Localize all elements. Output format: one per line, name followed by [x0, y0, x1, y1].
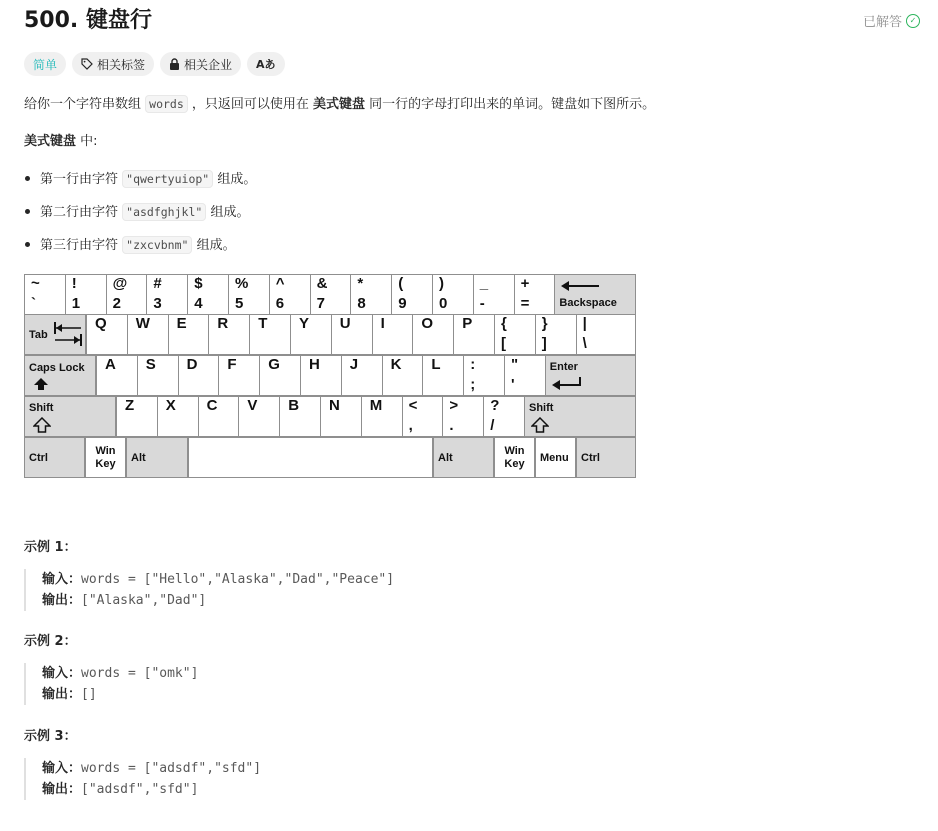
key-char: N [329, 397, 340, 414]
solved-status-label: 已解答 [862, 15, 902, 30]
example-2-block [24, 663, 198, 705]
list-text: 组成。 [206, 205, 250, 220]
key-win-left [85, 437, 126, 478]
input-value: words = ["Hello","Alaska","Dad","Peace"] [81, 572, 395, 587]
example-1-block [24, 569, 394, 611]
inline-code: words [145, 95, 188, 113]
key-char: L [431, 356, 441, 373]
key-char: - [479, 295, 485, 312]
key-ctrl-left [24, 437, 85, 478]
key-char: Y [299, 315, 310, 332]
problem-title: 500. 键盘行 [24, 8, 152, 33]
key-char: Q [95, 315, 107, 332]
related-companies-label: 相关企业 [184, 57, 233, 72]
key-A [96, 355, 138, 396]
key-shift-char: ^ [275, 275, 285, 292]
solved-status [863, 11, 920, 30]
key-sym [463, 355, 505, 396]
input-label: 输入： [42, 761, 82, 776]
key-sym [402, 396, 444, 437]
key-win-right [494, 437, 535, 478]
list-text: 组成。 [213, 172, 257, 187]
key-7 [310, 274, 352, 315]
output-label: 输出： [42, 687, 82, 702]
key-char: X [165, 397, 176, 414]
key-P [453, 314, 495, 355]
tag-icon [81, 58, 93, 70]
key-E [168, 314, 210, 355]
key-char: / [490, 417, 495, 434]
enter-arrow-icon [552, 377, 584, 391]
key-char: 4 [194, 295, 203, 312]
key-L [422, 355, 464, 396]
key-Z [116, 396, 158, 437]
key-char: = [520, 295, 530, 312]
key-ctrl-right [576, 437, 636, 478]
example-2-heading: 示例 2： [24, 634, 77, 649]
key-= [514, 274, 556, 315]
key-V [238, 396, 280, 437]
menu-label: Menu [540, 452, 569, 464]
output-label: 输出： [42, 782, 82, 797]
keyboard-heading [24, 132, 98, 152]
key-shift-char: > [449, 397, 459, 414]
key-sym [442, 396, 484, 437]
key-char: 7 [316, 295, 325, 312]
example-input-line [42, 663, 198, 684]
key-O [412, 314, 454, 355]
tag-bar [24, 52, 285, 76]
key-char: 8 [357, 295, 366, 312]
key-R [208, 314, 250, 355]
key-F [218, 355, 260, 396]
key-B [279, 396, 321, 437]
keyboard-heading-text: 中: [76, 134, 98, 149]
key-char: S [145, 356, 156, 373]
key-char: 9 [398, 295, 407, 312]
example-1-heading: 示例 1： [24, 540, 77, 555]
key-0 [432, 274, 474, 315]
problem-description [24, 94, 914, 115]
key-char: I [380, 315, 385, 332]
input-label: 输入： [42, 572, 82, 587]
shift-arrow-icon [531, 417, 549, 433]
tab-arrows-icon [53, 321, 83, 347]
key-char: R [217, 315, 229, 332]
key-sym [504, 355, 546, 396]
inline-code: "asdfghjkl" [122, 203, 206, 221]
key-char: P [462, 315, 473, 332]
key-4 [187, 274, 229, 315]
key-char: , [408, 417, 413, 434]
key-caps-lock [24, 355, 96, 396]
key-char: 2 [112, 295, 121, 312]
key-char: 3 [153, 295, 162, 312]
key-shift-char: @ [112, 275, 128, 292]
list-text: 第三行由字符 [40, 238, 123, 253]
backspace-label: Backspace [559, 297, 617, 309]
key-shift-char: # [153, 275, 162, 292]
related-tags-button[interactable] [72, 52, 154, 76]
desc-text: 给你一个字符串数组 [24, 97, 146, 112]
key-W [127, 314, 169, 355]
key-shift-char: $ [194, 275, 203, 292]
output-value: ["adsdf","sfd"] [81, 782, 199, 797]
key-char: \ [582, 335, 587, 352]
ctrl-label: Ctrl [581, 452, 600, 464]
key-shift-right [524, 396, 636, 437]
key-5 [228, 274, 270, 315]
enter-label: Enter [549, 361, 578, 373]
desc-text: ，只返回可以使用在 [187, 97, 314, 112]
keyboard-image [24, 274, 636, 478]
key-- [473, 274, 515, 315]
list-text: 第二行由字符 [40, 205, 123, 220]
key-G [259, 355, 301, 396]
key-char: D [186, 356, 198, 373]
key-enter [545, 355, 636, 396]
alt-label: Alt [131, 452, 146, 464]
key-shift-char: + [520, 275, 530, 292]
shift-label: Shift [29, 402, 54, 414]
translate-icon: Aあ [256, 58, 276, 71]
key-D [178, 355, 220, 396]
key-shift-char: % [235, 275, 249, 292]
key-shift-char: < [408, 397, 418, 414]
output-value: ["Alaska","Dad"] [81, 593, 207, 608]
key-char: C [206, 397, 218, 414]
key-Y [290, 314, 332, 355]
key-char: K [390, 356, 402, 373]
example-input-line [42, 758, 261, 779]
key-shift-left [24, 396, 116, 437]
key-8 [350, 274, 392, 315]
inline-code: "qwertyuiop" [122, 170, 213, 188]
key-char: A [105, 356, 116, 373]
key-I [372, 314, 414, 355]
tab-label: Tab [29, 329, 48, 341]
key-alt-right [433, 437, 494, 478]
lock-icon [169, 58, 180, 70]
key-shift-char: ( [398, 275, 404, 292]
key-shift-char: * [357, 275, 364, 292]
key-char: E [176, 315, 187, 332]
difficulty-label: 简单 [33, 57, 58, 72]
example-3-heading: 示例 3： [24, 729, 77, 744]
desc-text: 同一行的字母打印出来的单词。键盘如下图所示。 [365, 97, 656, 112]
key-sym [535, 314, 577, 355]
win-key-label: Win Key [95, 445, 116, 470]
caps-lock-label: Caps Lock [29, 362, 85, 374]
key-U [331, 314, 373, 355]
example-3-block [24, 758, 261, 800]
key-shift-char: ) [439, 275, 444, 292]
key-char: B [288, 397, 300, 414]
key-char: ] [541, 335, 547, 352]
key-char: 1 [71, 295, 81, 312]
key-char: M [369, 397, 383, 414]
key-X [157, 396, 199, 437]
key-sym [576, 314, 636, 355]
shift-label: Shift [529, 402, 554, 414]
related-tags-label: 相关标签 [97, 57, 146, 72]
key-char: . [449, 417, 454, 434]
key-char: ; [470, 376, 476, 393]
key-K [382, 355, 424, 396]
key-M [361, 396, 403, 437]
list-item [24, 234, 256, 267]
translate-button[interactable] [247, 52, 285, 76]
inline-code: "zxcvbnm" [122, 236, 192, 254]
key-shift-char: _ [479, 275, 489, 292]
key-char: U [339, 315, 351, 332]
list-text: 组成。 [192, 238, 236, 253]
input-label: 输入： [42, 666, 82, 681]
key-sym [494, 314, 536, 355]
key-shift-char: & [316, 275, 328, 292]
output-value: [] [81, 687, 97, 702]
example-output-line [42, 590, 394, 611]
key-9 [391, 274, 433, 315]
key-char: ` [31, 295, 36, 312]
key-C [198, 396, 240, 437]
list-item [24, 168, 256, 201]
key-shift-char: } [541, 315, 548, 332]
key-shift-char: ! [71, 275, 77, 292]
key-shift-char: ? [490, 397, 500, 414]
key-Q [86, 314, 128, 355]
key-H [300, 355, 342, 396]
key-alt-left [126, 437, 188, 478]
key-shift-char: ~ [31, 275, 40, 292]
key-char: Z [125, 397, 135, 414]
key-shift-char: | [582, 315, 587, 332]
list-item [24, 201, 256, 234]
caps-arrow-icon [33, 377, 49, 391]
key-6 [269, 274, 311, 315]
key-char: V [247, 397, 258, 414]
key-char: T [258, 315, 268, 332]
key-1 [65, 274, 107, 315]
example-input-line [42, 569, 394, 590]
desc-bold: 美式键盘 [313, 97, 366, 112]
shift-arrow-icon [33, 417, 51, 433]
backspace-arrow-icon [561, 281, 601, 291]
key-shift-char: : [470, 356, 476, 373]
key-` [24, 274, 66, 315]
key-char: 5 [235, 295, 244, 312]
key-J [341, 355, 383, 396]
key-tab [24, 314, 86, 355]
key-sym [483, 396, 525, 437]
check-circle-icon: ✓ [906, 14, 920, 28]
input-value: words = ["adsdf","sfd"] [81, 761, 262, 776]
key-char: 6 [275, 295, 285, 312]
key-char: J [349, 356, 359, 373]
key-shift-char: { [501, 315, 507, 332]
key-3 [146, 274, 188, 315]
key-T [249, 314, 291, 355]
input-value: words = ["omk"] [81, 666, 199, 681]
key-char: [ [501, 335, 506, 352]
example-output-line [42, 684, 198, 705]
key-char: H [309, 356, 320, 373]
key-char: G [268, 356, 280, 373]
ctrl-label: Ctrl [29, 452, 48, 464]
key-menu [535, 437, 576, 478]
key-shift-char: " [511, 356, 519, 373]
keyboard-heading-bold: 美式键盘 [24, 134, 77, 149]
win-key-label: Win Key [504, 445, 525, 470]
difficulty-badge[interactable] [24, 52, 66, 76]
output-label: 输出： [42, 593, 82, 608]
key-N [320, 396, 362, 437]
key-char: 0 [439, 295, 448, 312]
list-text: 第一行由字符 [40, 172, 123, 187]
alt-label: Alt [438, 452, 453, 464]
example-output-line [42, 779, 261, 800]
keyboard-rows-list [24, 168, 256, 267]
key-char: O [421, 315, 434, 332]
key-S [137, 355, 179, 396]
key-char: W [135, 315, 150, 332]
key-backspace [554, 274, 636, 315]
key-char: F [227, 356, 237, 373]
related-companies-button[interactable] [160, 52, 241, 76]
key-space [188, 437, 433, 478]
key-char: ' [511, 376, 515, 393]
key-2 [106, 274, 148, 315]
